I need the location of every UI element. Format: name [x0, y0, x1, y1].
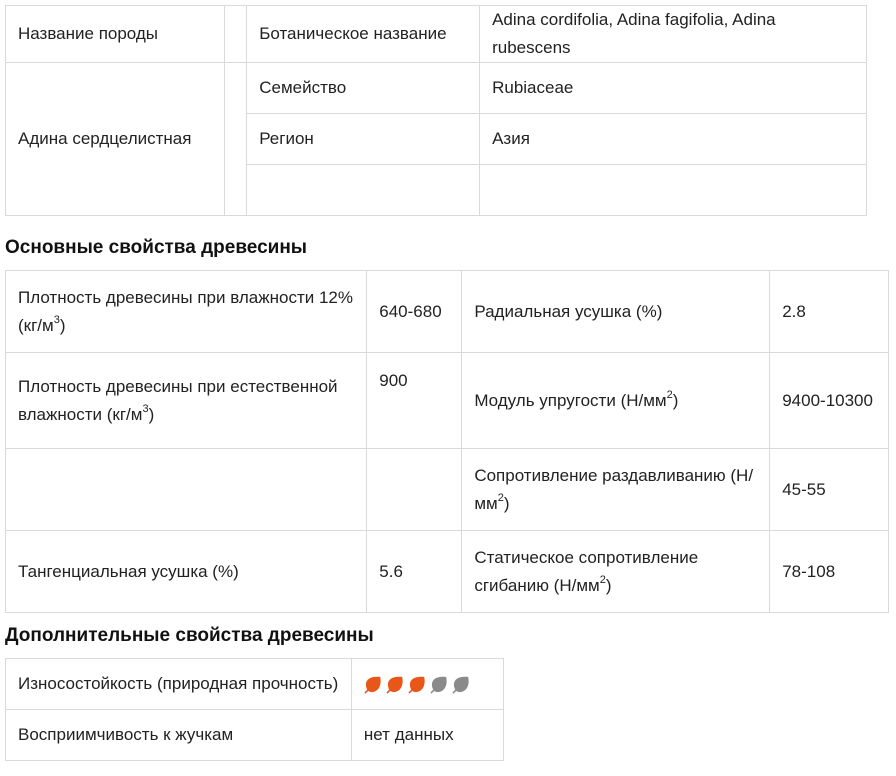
species-name-label: Название породы	[6, 6, 225, 63]
extra-properties-heading: Дополнительные свойства древесины	[5, 625, 374, 646]
tangential-shrinkage-label: Тангенциальная усушка (%)	[6, 531, 367, 613]
extra-properties-table	[5, 658, 504, 761]
beetle-susceptibility-label: Восприимчивость к жучкам	[6, 710, 352, 761]
table-row	[6, 531, 889, 613]
botanical-name-value: Adina cordifolia, Adina fagifolia, Adina rubescens	[480, 6, 867, 63]
botanical-name-label: Ботаническое название	[247, 6, 480, 63]
radial-shrinkage-label: Радиальная усушка (%)	[462, 271, 770, 353]
table-row	[6, 6, 867, 63]
leaf-icon	[430, 675, 449, 694]
empty-label	[6, 449, 367, 531]
table-row	[6, 449, 889, 531]
region-value: Азия	[480, 114, 867, 165]
spacer-cell	[225, 63, 247, 216]
density-12-value: 640-680	[367, 271, 462, 353]
empty-value	[480, 165, 867, 216]
elasticity-modulus-value: 9400-10300	[770, 353, 889, 449]
crushing-strength-value: 45-55	[770, 449, 889, 531]
spacer-cell	[225, 6, 247, 63]
durability-label: Износостойкость (природная прочность)	[6, 659, 352, 710]
beetle-susceptibility-value: нет данных	[351, 710, 503, 761]
leaf-icon	[452, 675, 471, 694]
density-natural-value: 900	[367, 353, 462, 449]
empty-value	[367, 449, 462, 531]
radial-shrinkage-value: 2.8	[770, 271, 889, 353]
family-value: Rubiaceae	[480, 63, 867, 114]
leaf-icon	[364, 675, 383, 694]
table-row	[6, 710, 504, 761]
durability-rating	[351, 659, 503, 710]
density-natural-label: Плотность древесины при естественной влажности $(кг/м^3)$	[6, 353, 367, 449]
bending-strength-value: 78-108	[770, 531, 889, 613]
empty-label	[247, 165, 480, 216]
bending-strength-label: Статическое сопротивление сгибанию $(Н/мм^2)$	[462, 531, 770, 613]
region-label: Регион	[247, 114, 480, 165]
density-12-label: Плотность древесины при влажности 12% $(кг/м^3)$	[6, 271, 367, 353]
elasticity-modulus-label: Модуль упругости $(Н/мм^2)$	[462, 353, 770, 449]
durability-leaves	[364, 670, 491, 698]
basic-properties-table	[5, 270, 889, 613]
crushing-strength-label: Сопротивление раздавливанию $(Н/мм^2)$	[462, 449, 770, 531]
table-row	[6, 63, 867, 114]
basic-properties-heading: Основные свойства древесины	[5, 237, 308, 258]
table-row	[6, 659, 504, 710]
family-label: Семейство	[247, 63, 480, 114]
leaf-icon	[386, 675, 405, 694]
table-row	[6, 271, 889, 353]
tangential-shrinkage-value: 5.6	[367, 531, 462, 613]
species-table	[5, 5, 867, 216]
leaf-icon	[408, 675, 427, 694]
species-name-value: Адина сердцелистная	[6, 63, 225, 216]
table-row	[6, 353, 889, 449]
